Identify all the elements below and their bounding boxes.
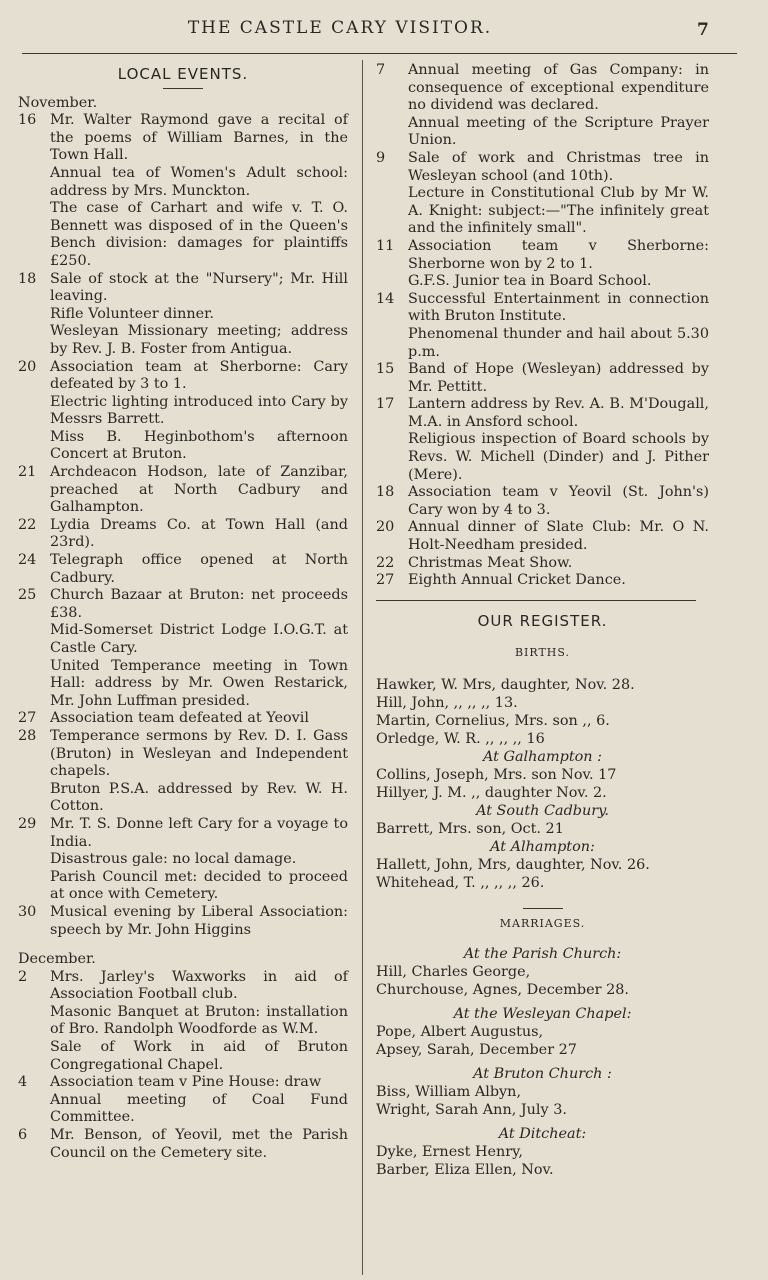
marriage-name: Barber, Eliza Ellen, Nov. — [376, 1161, 554, 1178]
event-text: Masonic Banquet at Bruton: installation of Bro. Randolph Woodforde as W.M. — [50, 1003, 348, 1038]
births-list — [376, 676, 709, 892]
event-text: Religious inspection of Board schools by Revs. W. Michell (Dinder) and J. Pither (Mere). — [408, 431, 709, 483]
event-text: Association team defeated at Yeovil — [50, 710, 309, 727]
event-day: 27 — [376, 572, 395, 589]
right-column — [376, 62, 709, 1179]
event-text: Annual dinner of Slate Club: Mr. O N. Holt-Needham presided. — [408, 519, 709, 554]
event-text: Musical evening by Liberal Association: speech by Mr. John Higgins — [50, 903, 348, 938]
marriage-place: At the Wesleyan Chapel: — [453, 1005, 632, 1022]
event-entry — [376, 150, 709, 238]
event-day: 14 — [376, 290, 395, 307]
place-galhampton: At Galhampton : — [482, 749, 603, 765]
marriages-rule — [523, 908, 563, 909]
event-day: 24 — [18, 552, 37, 569]
event-text: Association team v Yeovil (St. John's) Cary won by 4 to 3. — [408, 484, 709, 518]
event-text: Phenomenal thunder and hail about 5.30 p.m. — [408, 325, 709, 360]
event-text: Annual tea of Women's Adult school: address by Mrs. Munckton. — [50, 164, 348, 199]
event-text: Association team v Sherborne: Sherborne won by 2 to 1. — [408, 237, 709, 272]
marriage-place: At Ditcheat: — [498, 1125, 587, 1142]
marriage-name: Biss, William Albyn, — [376, 1083, 522, 1100]
event-entry — [18, 710, 348, 728]
event-entry — [376, 361, 709, 396]
month-november: November. — [18, 94, 98, 111]
event-entry — [18, 271, 348, 359]
event-day: 21 — [18, 464, 37, 481]
birth-row: Martin, Cornelius, Mrs. son ,, 6. — [376, 713, 610, 729]
event-day: 7 — [376, 62, 386, 78]
marriage-place: At Bruton Church : — [473, 1065, 612, 1082]
marriage-name: Wright, Sarah Ann, July 3. — [376, 1101, 567, 1118]
event-text: Bruton P.S.A. addressed by Rev. W. H. Cotton. — [50, 780, 348, 815]
marriages-list — [376, 945, 709, 1179]
marriage-name: Churchouse, Agnes, December 28. — [376, 981, 630, 998]
event-text: Successful Entertainment in connection with Bruton Institute. — [408, 290, 709, 325]
birth-row: Hallett, John, Mrs, daughter, Nov. 26. — [376, 857, 650, 873]
event-day: 27 — [18, 710, 37, 727]
event-text: Church Bazaar at Bruton: net proceeds £38. — [50, 587, 348, 621]
marriages-label: MARRIAGES. — [499, 917, 586, 930]
december-list-right — [376, 62, 709, 590]
event-text: Christmas Meat Show. — [408, 554, 573, 571]
event-text: Disastrous gale: no local damage. — [50, 851, 297, 868]
event-day: 16 — [18, 112, 37, 129]
event-text: Sale of Work in aid of Bruton Congregational Chapel. — [50, 1039, 348, 1073]
event-text: Sale of work and Christmas tree in Wesleyan school (and 10th). — [408, 149, 709, 184]
event-entry — [376, 396, 709, 484]
event-text: Association team at Sherborne: Cary defeated by 3 to 1. — [50, 358, 348, 393]
event-entry — [376, 519, 709, 554]
header-rule — [22, 53, 737, 54]
event-text: Rifle Volunteer dinner. — [50, 305, 215, 322]
event-text: Telegraph office opened at North Cadbury. — [50, 552, 348, 586]
event-entry — [18, 552, 348, 587]
event-text: Annual meeting of the Scripture Prayer Union. — [408, 114, 709, 149]
event-day: 2 — [18, 968, 28, 985]
section-rule — [376, 600, 696, 601]
event-day: 22 — [376, 554, 395, 571]
event-text: Annual meeting of Coal Fund Committee. — [50, 1091, 348, 1126]
event-day: 22 — [18, 516, 37, 533]
event-text: Electric lighting introduced into Cary by Messrs Barrett. — [50, 393, 348, 428]
births-label: BIRTHS. — [514, 646, 571, 660]
event-day: 18 — [18, 270, 37, 287]
event-text: Lantern address by Rev. A. B. M'Dougall, M.A. in Ansford school. — [408, 396, 709, 430]
event-entry — [376, 62, 709, 150]
event-text: Temperance sermons by Rev. D. I. Gass (Bruton) in Wesleyan and Independent chapels. — [50, 727, 348, 780]
event-entry — [376, 291, 709, 361]
place-alhampton: At Alhampton: — [490, 839, 595, 855]
event-text: Association team v Pine House: draw — [50, 1074, 322, 1091]
marriage-name: Apsey, Sarah, December 27 — [376, 1041, 577, 1058]
event-entry — [18, 1074, 348, 1127]
marriage-name: Pope, Albert Augustus, — [376, 1023, 544, 1040]
event-text: Lydia Dreams Co. at Town Hall (and 23rd). — [50, 516, 348, 551]
event-entry — [376, 572, 709, 590]
event-entry — [18, 112, 348, 270]
december-list-left — [18, 969, 348, 1163]
event-text: Annual meeting of Gas Company: in consequence of exceptional expenditure no dividend was declared. — [408, 62, 709, 114]
marriage-place: At the Parish Church: — [463, 945, 622, 962]
column-divider — [362, 60, 363, 1275]
event-entry — [376, 484, 709, 519]
event-text: The case of Carhart and wife v. T. O. Bennett was disposed of in the Queen's Bench division: damages for plaintiffs £250. — [50, 200, 348, 269]
place-south-cadbury: At South Cadbury. — [476, 803, 609, 819]
event-day: 6 — [18, 1127, 28, 1144]
event-day: 20 — [376, 519, 395, 536]
event-entry — [18, 969, 348, 1075]
event-entry — [376, 238, 709, 291]
event-entry — [18, 359, 348, 465]
event-text: Lecture in Constitutional Club by Mr W. A. Knight: subject:—"The infinitely great and the infinitely small". — [408, 185, 709, 237]
event-entry — [18, 904, 348, 939]
month-december: December. — [18, 951, 96, 968]
birth-row: Barrett, Mrs. son, Oct. 21 — [376, 821, 564, 837]
event-text: Mr. Walter Raymond gave a recital of the poems of William Barnes, in the Town Hall. — [50, 112, 348, 164]
birth-row: Hillyer, J. M. ,, daughter Nov. 2. — [376, 785, 607, 801]
event-day: 20 — [18, 358, 37, 375]
event-day: 29 — [18, 815, 37, 832]
event-text: United Temperance meeting in Town Hall: address by Mr. Owen Restarick, Mr. John Luffman presided. — [50, 657, 348, 709]
left-column — [18, 62, 348, 1162]
event-entry — [18, 587, 348, 710]
birth-row: Orledge, W. R. ,, ,, ,, 16 — [376, 731, 545, 747]
birth-row: Hawker, W. Mrs, daughter, Nov. 28. — [376, 677, 635, 693]
local-events-title: LOCAL EVENTS. — [117, 65, 249, 83]
event-text: Mr. Benson, of Yeovil, met the Parish Council on the Cemetery site. — [50, 1127, 348, 1161]
event-day: 9 — [376, 149, 386, 166]
marriage-name: Hill, Charles George, — [376, 963, 531, 980]
event-text: Eighth Annual Cricket Dance. — [408, 572, 626, 589]
event-entry — [18, 517, 348, 552]
event-text: Parish Council met: decided to proceed at once with Cemetery. — [50, 868, 348, 903]
event-entry — [18, 816, 348, 904]
event-text: Band of Hope (Wesleyan) addressed by Mr. Pettitt. — [408, 361, 709, 395]
page-header — [0, 14, 768, 44]
event-day: 15 — [376, 361, 395, 378]
event-text: Mid-Somerset District Lodge I.O.G.T. at Castle Cary. — [50, 622, 348, 656]
event-text: Archdeacon Hodson, late of Zanzibar, preached at North Cadbury and Galhampton. — [50, 464, 348, 516]
event-entry — [18, 728, 348, 816]
birth-row: Collins, Joseph, Mrs. son Nov. 17 — [376, 767, 617, 783]
title-rule — [163, 88, 203, 89]
event-day: 28 — [18, 727, 37, 744]
event-day: 30 — [18, 903, 37, 920]
page-number: 7 — [697, 20, 709, 40]
marriage-name: Dyke, Ernest Henry, — [376, 1143, 523, 1160]
event-day: 11 — [376, 237, 395, 254]
event-day: 25 — [18, 587, 37, 604]
event-text: Wesleyan Missionary meeting; address by Rev. J. B. Foster from Antigua. — [50, 323, 348, 357]
event-day: 18 — [376, 484, 395, 501]
birth-row: Hill, John, ,, ,, ,, 13. — [376, 695, 518, 711]
event-entry — [18, 464, 348, 517]
event-text: Miss B. Heginbothom's afternoon Concert at Bruton. — [50, 428, 348, 463]
event-text: Sale of stock at the "Nursery"; Mr. Hill leaving. — [50, 270, 348, 305]
november-list — [18, 112, 348, 939]
register-title: OUR REGISTER. — [477, 611, 608, 630]
event-text: Mr. T. S. Donne left Cary for a voyage to India. — [50, 815, 348, 850]
running-title: THE CASTLE CARY VISITOR. — [187, 18, 493, 38]
event-entry — [18, 1127, 348, 1162]
event-day: 17 — [376, 396, 395, 413]
event-entry — [376, 555, 709, 573]
event-text: Mrs. Jarley's Waxworks in aid of Association Football club. — [50, 968, 348, 1003]
event-text: G.F.S. Junior tea in Board School. — [408, 273, 652, 290]
birth-row: Whitehead, T. ,, ,, ,, 26. — [376, 875, 545, 891]
event-day: 4 — [18, 1074, 28, 1091]
